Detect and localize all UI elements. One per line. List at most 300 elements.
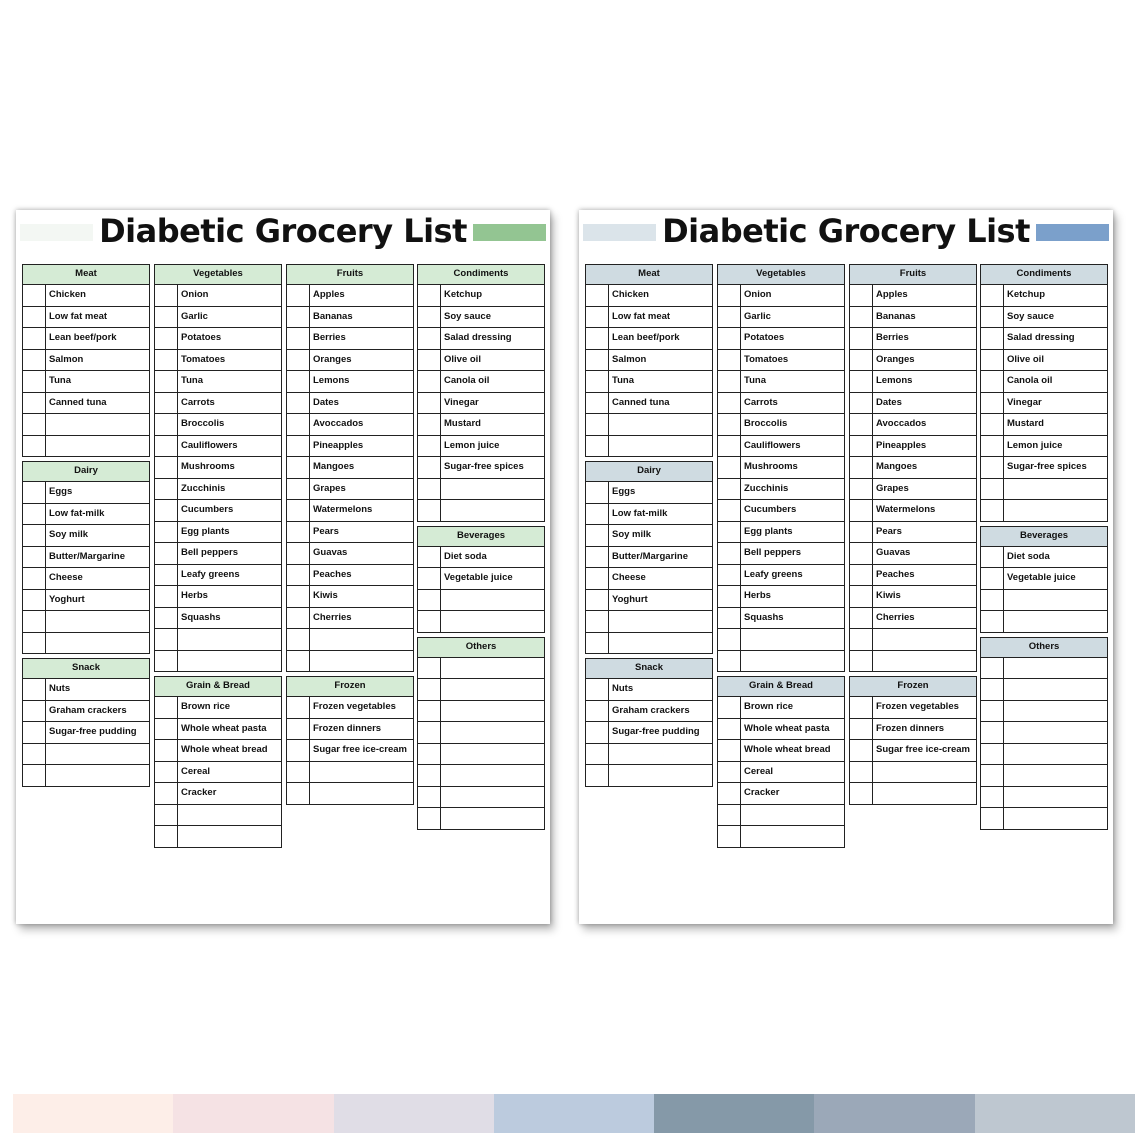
checkbox[interactable] xyxy=(23,350,46,371)
checkbox[interactable] xyxy=(23,590,46,611)
checkbox[interactable] xyxy=(418,307,441,328)
checkbox[interactable] xyxy=(981,479,1004,500)
item-label: Chicken xyxy=(612,289,649,300)
checkbox[interactable] xyxy=(287,697,310,718)
checkbox[interactable] xyxy=(586,504,609,525)
item-label: Kiwis xyxy=(876,590,901,601)
list-column xyxy=(585,264,713,791)
checkbox[interactable] xyxy=(155,651,178,672)
item-label: Low fat-milk xyxy=(612,507,668,519)
checkbox[interactable] xyxy=(850,543,873,564)
category-section-grain-bread xyxy=(717,676,845,848)
checkbox[interactable] xyxy=(155,543,178,564)
checkbox[interactable] xyxy=(155,436,178,457)
checkbox[interactable] xyxy=(586,436,609,457)
item-label xyxy=(441,611,544,632)
checkbox[interactable] xyxy=(586,590,609,611)
checkbox[interactable] xyxy=(418,285,441,306)
item-label: Oranges xyxy=(876,353,915,365)
checkbox[interactable] xyxy=(287,393,310,414)
list-item-row xyxy=(717,783,845,805)
item-label: Guavas xyxy=(876,547,911,558)
checkbox[interactable] xyxy=(23,436,46,457)
category-section-meat xyxy=(585,264,713,457)
checkbox[interactable] xyxy=(23,393,46,414)
list-item-row xyxy=(286,543,414,565)
checkbox[interactable] xyxy=(718,307,741,328)
checkbox[interactable] xyxy=(287,719,310,740)
item-label xyxy=(873,762,976,783)
checkbox[interactable] xyxy=(981,393,1004,414)
checkbox[interactable] xyxy=(850,565,873,586)
checkbox[interactable] xyxy=(23,547,46,568)
checkbox[interactable] xyxy=(155,783,178,804)
checkbox[interactable] xyxy=(155,307,178,328)
checkbox[interactable] xyxy=(155,608,178,629)
checkbox[interactable] xyxy=(586,633,609,654)
item-label: Guavas xyxy=(313,547,348,558)
item-label xyxy=(609,744,712,765)
checkbox[interactable] xyxy=(23,633,46,654)
list-item-row xyxy=(154,629,282,651)
checkbox[interactable] xyxy=(23,328,46,349)
item-label: Brown rice xyxy=(181,701,231,712)
palette-swatch xyxy=(334,1094,494,1133)
checkbox[interactable] xyxy=(23,371,46,392)
checkbox[interactable] xyxy=(586,701,609,722)
item-label: Cauliflowers xyxy=(744,439,801,451)
checkbox[interactable] xyxy=(287,500,310,521)
checkbox[interactable] xyxy=(155,719,178,740)
item-label xyxy=(609,436,712,457)
item-label: Cherries xyxy=(313,611,352,623)
checkbox[interactable] xyxy=(586,371,609,392)
checkbox[interactable] xyxy=(850,307,873,328)
checkbox[interactable] xyxy=(23,504,46,525)
checkbox[interactable] xyxy=(718,285,741,306)
checkbox[interactable] xyxy=(981,457,1004,478)
checkbox[interactable] xyxy=(23,765,46,786)
list-item-row xyxy=(585,679,713,701)
checkbox[interactable] xyxy=(418,500,441,521)
checkbox[interactable] xyxy=(586,285,609,306)
category-header: Others xyxy=(980,637,1108,658)
item-label: Cauliflowers xyxy=(181,439,238,451)
item-label: Diet soda xyxy=(444,550,487,562)
checkbox[interactable] xyxy=(718,328,741,349)
checkbox[interactable] xyxy=(718,436,741,457)
checkbox[interactable] xyxy=(155,522,178,543)
checkbox[interactable] xyxy=(586,611,609,632)
checkbox[interactable] xyxy=(850,740,873,761)
item-label xyxy=(441,765,544,786)
list-item-row xyxy=(980,744,1108,766)
checkbox[interactable] xyxy=(155,805,178,826)
list-item-row xyxy=(980,808,1108,830)
checkbox[interactable] xyxy=(418,436,441,457)
checkbox[interactable] xyxy=(287,350,310,371)
checkbox[interactable] xyxy=(850,608,873,629)
list-item-row xyxy=(849,350,977,372)
checkbox[interactable] xyxy=(23,744,46,765)
checkbox[interactable] xyxy=(287,740,310,761)
category-header: Grain & Bread xyxy=(154,676,282,697)
item-label: Butter/Margarine xyxy=(612,550,689,562)
item-label: Cucumbers xyxy=(744,504,797,515)
checkbox[interactable] xyxy=(418,414,441,435)
checkbox[interactable] xyxy=(155,479,178,500)
item-label xyxy=(1004,479,1107,500)
checkbox[interactable] xyxy=(850,436,873,457)
checkbox[interactable] xyxy=(155,565,178,586)
item-label: Broccolis xyxy=(181,418,225,429)
checkbox[interactable] xyxy=(155,393,178,414)
item-label xyxy=(178,805,281,826)
checkbox[interactable] xyxy=(287,522,310,543)
list-item-row xyxy=(22,436,150,458)
checkbox[interactable] xyxy=(981,328,1004,349)
checkbox[interactable] xyxy=(718,805,741,826)
item-label xyxy=(178,629,281,650)
checkbox[interactable] xyxy=(586,525,609,546)
item-label: Egg plants xyxy=(181,525,230,537)
checkbox[interactable] xyxy=(418,328,441,349)
checkbox[interactable] xyxy=(981,371,1004,392)
checkbox[interactable] xyxy=(287,608,310,629)
list-item-row xyxy=(717,586,845,608)
item-label xyxy=(46,744,149,765)
checkbox[interactable] xyxy=(287,457,310,478)
item-label xyxy=(178,826,281,847)
checkbox[interactable] xyxy=(981,285,1004,306)
checkbox[interactable] xyxy=(155,500,178,521)
checkbox[interactable] xyxy=(155,697,178,718)
checkbox[interactable] xyxy=(418,611,441,632)
item-label xyxy=(1004,765,1107,786)
checkbox[interactable] xyxy=(718,783,741,804)
list-item-row xyxy=(154,697,282,719)
checkbox[interactable] xyxy=(155,328,178,349)
checkbox[interactable] xyxy=(287,586,310,607)
list-item-row xyxy=(849,371,977,393)
checkbox[interactable] xyxy=(981,679,1004,700)
checkbox[interactable] xyxy=(287,651,310,672)
checkbox[interactable] xyxy=(418,590,441,611)
checkbox[interactable] xyxy=(850,651,873,672)
checkbox[interactable] xyxy=(418,568,441,589)
grocery-list-sheet-blue xyxy=(579,210,1113,924)
item-label: Egg plants xyxy=(744,525,793,537)
checkbox[interactable] xyxy=(718,522,741,543)
item-label: Frozen dinners xyxy=(876,722,945,734)
checkbox[interactable] xyxy=(981,611,1004,632)
checkbox[interactable] xyxy=(981,701,1004,722)
checkbox[interactable] xyxy=(981,658,1004,679)
checkbox[interactable] xyxy=(155,629,178,650)
item-label: Tuna xyxy=(49,375,71,386)
list-item-row xyxy=(22,611,150,633)
checkbox[interactable] xyxy=(418,547,441,568)
checkbox[interactable] xyxy=(23,482,46,503)
checkbox[interactable] xyxy=(586,414,609,435)
item-label: Lemon juice xyxy=(444,439,500,451)
list-item-row xyxy=(717,457,845,479)
item-label xyxy=(310,651,413,672)
list-item-row xyxy=(849,479,977,501)
category-section-frozen xyxy=(849,676,977,805)
list-item-row xyxy=(585,482,713,504)
item-label: Salmon xyxy=(49,353,84,365)
item-label: Dates xyxy=(876,396,902,408)
checkbox[interactable] xyxy=(418,744,441,765)
item-label: Berries xyxy=(876,332,909,343)
item-label: Lemon juice xyxy=(1007,439,1063,451)
checkbox[interactable] xyxy=(155,762,178,783)
checkbox[interactable] xyxy=(287,328,310,349)
list-item-row xyxy=(849,522,977,544)
checkbox[interactable] xyxy=(287,543,310,564)
item-label: Soy sauce xyxy=(444,310,491,322)
checkbox[interactable] xyxy=(23,611,46,632)
checkbox[interactable] xyxy=(418,457,441,478)
checkbox[interactable] xyxy=(287,371,310,392)
category-header: Beverages xyxy=(417,526,545,547)
checkbox[interactable] xyxy=(23,701,46,722)
checkbox[interactable] xyxy=(981,547,1004,568)
checkbox[interactable] xyxy=(981,436,1004,457)
checkbox[interactable] xyxy=(418,393,441,414)
list-item-row xyxy=(154,762,282,784)
item-label: Canned tuna xyxy=(49,396,107,408)
item-label: Broccolis xyxy=(744,418,788,429)
checkbox[interactable] xyxy=(586,568,609,589)
checkbox[interactable] xyxy=(586,482,609,503)
checkbox[interactable] xyxy=(981,765,1004,786)
checkbox[interactable] xyxy=(418,787,441,808)
checkbox[interactable] xyxy=(850,629,873,650)
checkbox[interactable] xyxy=(418,479,441,500)
checkbox[interactable] xyxy=(23,414,46,435)
list-item-row xyxy=(417,414,545,436)
checkbox[interactable] xyxy=(850,328,873,349)
checkbox[interactable] xyxy=(418,765,441,786)
checkbox[interactable] xyxy=(418,350,441,371)
checkbox[interactable] xyxy=(718,371,741,392)
checkbox[interactable] xyxy=(586,679,609,700)
checkbox[interactable] xyxy=(718,629,741,650)
item-label: Frozen vegetables xyxy=(313,701,396,712)
checkbox[interactable] xyxy=(155,586,178,607)
checkbox[interactable] xyxy=(287,629,310,650)
item-label: Whole wheat pasta xyxy=(181,722,267,734)
checkbox[interactable] xyxy=(23,722,46,743)
checkbox[interactable] xyxy=(287,762,310,783)
checkbox[interactable] xyxy=(586,328,609,349)
item-label: Bananas xyxy=(876,310,916,322)
checkbox[interactable] xyxy=(850,479,873,500)
list-item-row xyxy=(22,307,150,329)
checkbox[interactable] xyxy=(850,285,873,306)
category-section-others xyxy=(417,637,545,830)
checkbox[interactable] xyxy=(718,826,741,847)
checkbox[interactable] xyxy=(850,783,873,804)
checkbox[interactable] xyxy=(155,740,178,761)
checkbox[interactable] xyxy=(418,808,441,829)
checkbox[interactable] xyxy=(586,307,609,328)
checkbox[interactable] xyxy=(981,307,1004,328)
item-label: Lean beef/pork xyxy=(49,332,117,343)
checkbox[interactable] xyxy=(850,500,873,521)
list-item-row xyxy=(22,414,150,436)
checkbox[interactable] xyxy=(981,414,1004,435)
checkbox[interactable] xyxy=(418,679,441,700)
checkbox[interactable] xyxy=(718,608,741,629)
checkbox[interactable] xyxy=(981,744,1004,765)
checkbox[interactable] xyxy=(718,719,741,740)
item-label: Berries xyxy=(313,332,346,343)
palette-swatch xyxy=(494,1094,654,1133)
checkbox[interactable] xyxy=(718,697,741,718)
list-item-row xyxy=(154,500,282,522)
checkbox[interactable] xyxy=(418,658,441,679)
checkbox[interactable] xyxy=(155,457,178,478)
list-item-row xyxy=(980,722,1108,744)
list-item-row xyxy=(980,658,1108,680)
checkbox[interactable] xyxy=(718,740,741,761)
checkbox[interactable] xyxy=(850,350,873,371)
item-label: Nuts xyxy=(49,683,71,694)
checkbox[interactable] xyxy=(850,414,873,435)
checkbox[interactable] xyxy=(155,285,178,306)
checkbox[interactable] xyxy=(718,393,741,414)
checkbox[interactable] xyxy=(287,565,310,586)
list-item-row xyxy=(849,697,977,719)
item-label: Low fat meat xyxy=(49,310,108,322)
checkbox[interactable] xyxy=(850,457,873,478)
checkbox[interactable] xyxy=(418,371,441,392)
checkbox[interactable] xyxy=(718,414,741,435)
checkbox[interactable] xyxy=(23,525,46,546)
checkbox[interactable] xyxy=(850,697,873,718)
list-item-row xyxy=(417,457,545,479)
checkbox[interactable] xyxy=(287,479,310,500)
checkbox[interactable] xyxy=(981,500,1004,521)
checkbox[interactable] xyxy=(981,808,1004,829)
checkbox[interactable] xyxy=(718,543,741,564)
checkbox[interactable] xyxy=(718,565,741,586)
checkbox[interactable] xyxy=(23,307,46,328)
item-label: Canola oil xyxy=(1007,375,1053,386)
list-item-row xyxy=(286,629,414,651)
checkbox[interactable] xyxy=(850,586,873,607)
checkbox[interactable] xyxy=(981,787,1004,808)
checkbox[interactable] xyxy=(718,500,741,521)
item-label: Squashs xyxy=(181,611,221,623)
checkbox[interactable] xyxy=(850,393,873,414)
checkbox[interactable] xyxy=(718,479,741,500)
checkbox[interactable] xyxy=(586,547,609,568)
item-label xyxy=(441,658,544,679)
list-item-row xyxy=(417,547,545,569)
item-label xyxy=(873,783,976,804)
item-label: Watermelons xyxy=(313,504,373,515)
checkbox[interactable] xyxy=(155,414,178,435)
checkbox[interactable] xyxy=(287,307,310,328)
checkbox[interactable] xyxy=(287,436,310,457)
checkbox[interactable] xyxy=(718,457,741,478)
list-item-row xyxy=(980,457,1108,479)
checkbox[interactable] xyxy=(23,679,46,700)
item-label: Sugar-free spices xyxy=(1007,461,1087,472)
checkbox[interactable] xyxy=(850,719,873,740)
checkbox[interactable] xyxy=(23,285,46,306)
item-label: Garlic xyxy=(744,310,771,322)
category-section-others xyxy=(980,637,1108,830)
checkbox[interactable] xyxy=(981,722,1004,743)
checkbox[interactable] xyxy=(718,586,741,607)
list-item-row xyxy=(22,633,150,655)
checkbox[interactable] xyxy=(586,393,609,414)
item-label: Bell peppers xyxy=(181,547,239,558)
checkbox[interactable] xyxy=(981,568,1004,589)
checkbox[interactable] xyxy=(155,371,178,392)
list-item-row xyxy=(717,479,845,501)
list-item-row xyxy=(154,522,282,544)
checkbox[interactable] xyxy=(850,762,873,783)
checkbox[interactable] xyxy=(718,651,741,672)
category-section-condiments xyxy=(417,264,545,522)
checkbox[interactable] xyxy=(287,285,310,306)
checkbox[interactable] xyxy=(586,350,609,371)
checkbox[interactable] xyxy=(418,701,441,722)
checkbox[interactable] xyxy=(287,783,310,804)
checkbox[interactable] xyxy=(287,414,310,435)
item-label: Low fat meat xyxy=(612,310,671,322)
checkbox[interactable] xyxy=(850,371,873,392)
category-header: Dairy xyxy=(585,461,713,482)
checkbox[interactable] xyxy=(155,826,178,847)
item-label: Olive oil xyxy=(1007,353,1044,365)
checkbox[interactable] xyxy=(155,350,178,371)
item-label: Apples xyxy=(313,289,345,300)
checkbox[interactable] xyxy=(718,350,741,371)
item-label: Mangoes xyxy=(876,461,918,472)
list-column xyxy=(849,264,977,809)
checkbox[interactable] xyxy=(418,722,441,743)
item-label: Dates xyxy=(313,396,339,408)
checkbox[interactable] xyxy=(23,568,46,589)
list-item-row xyxy=(22,350,150,372)
checkbox[interactable] xyxy=(981,590,1004,611)
list-item-row xyxy=(717,651,845,673)
item-label: Pineapples xyxy=(876,439,927,451)
checkbox[interactable] xyxy=(586,765,609,786)
checkbox[interactable] xyxy=(981,350,1004,371)
list-item-row xyxy=(22,371,150,393)
list-item-row xyxy=(22,285,150,307)
list-item-row xyxy=(849,719,977,741)
item-label: Butter/Margarine xyxy=(49,550,126,562)
list-item-row xyxy=(585,701,713,723)
item-label: Canned tuna xyxy=(612,396,670,408)
checkbox[interactable] xyxy=(850,522,873,543)
list-item-row xyxy=(585,371,713,393)
list-item-row xyxy=(22,722,150,744)
item-label: Salmon xyxy=(612,353,647,365)
checkbox[interactable] xyxy=(586,722,609,743)
checkbox[interactable] xyxy=(586,744,609,765)
checkbox[interactable] xyxy=(718,762,741,783)
